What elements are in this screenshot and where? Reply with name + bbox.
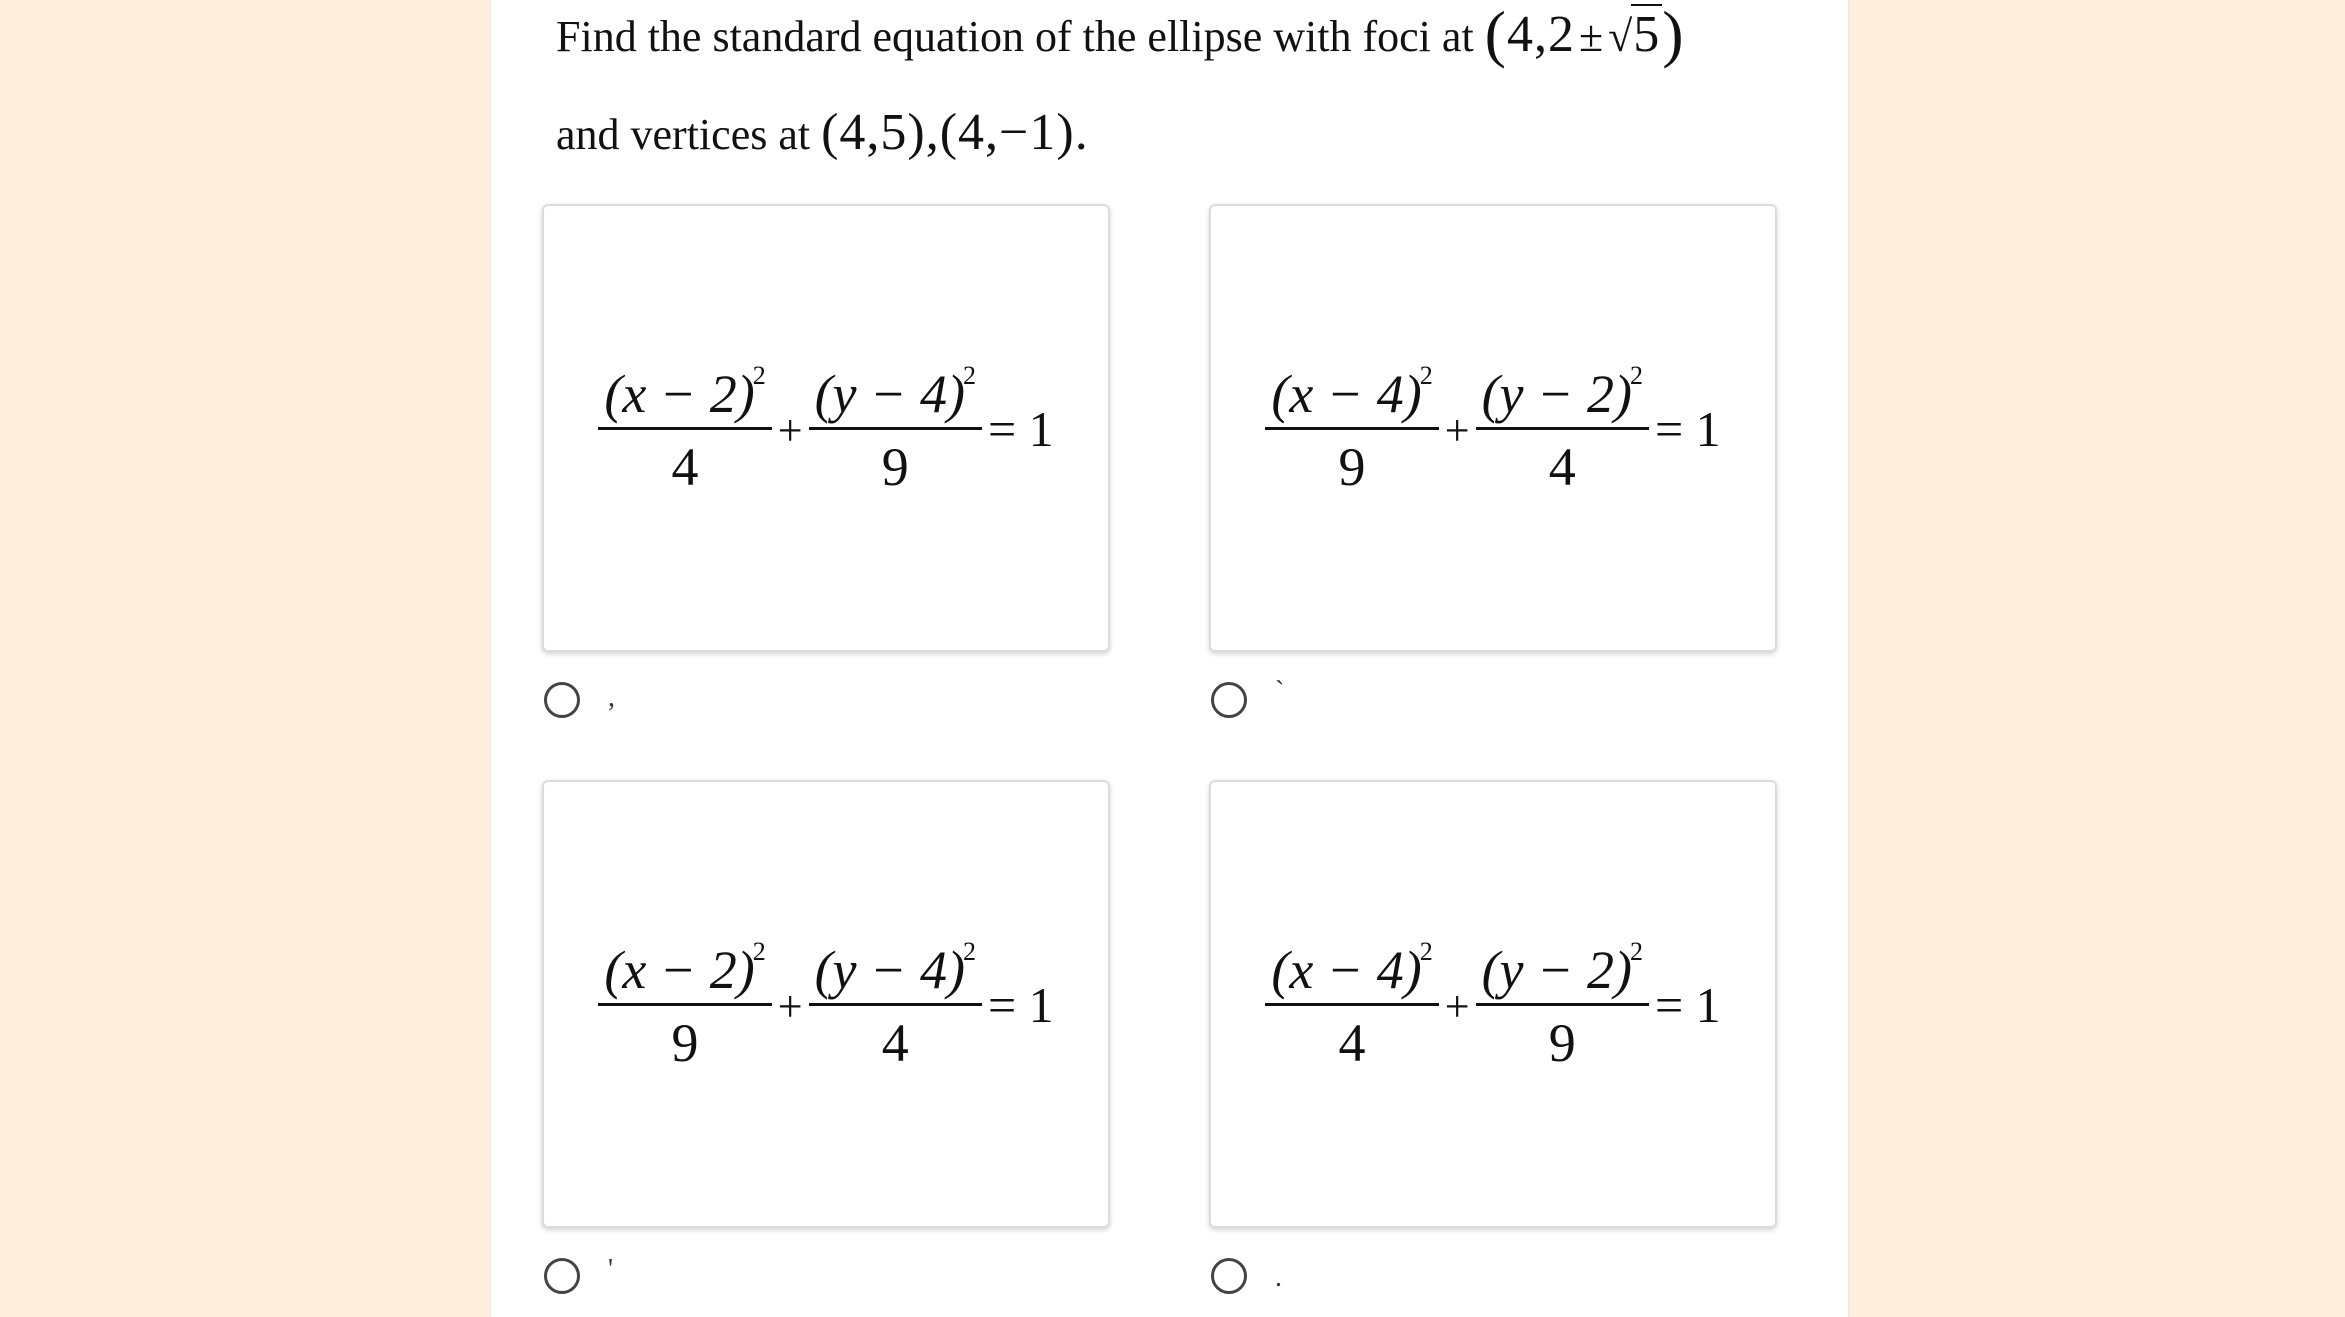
denominator: 4 (1338, 1012, 1366, 1073)
equals-one: = 1 (1654, 401, 1721, 457)
plus-sign: + (777, 982, 803, 1031)
equation-b (1265, 360, 1721, 497)
plus-sign: + (1444, 406, 1470, 455)
fraction-y-term (1476, 360, 1649, 497)
fraction-x-term (598, 936, 771, 1073)
exponent: 2 (1629, 936, 1643, 966)
option-d-radio[interactable] (1211, 1258, 1247, 1294)
foci-y-center: 2 (1547, 6, 1575, 63)
question-text (556, 0, 1816, 183)
exponent: 2 (752, 936, 766, 966)
fraction-x-term (1265, 360, 1438, 497)
option-card-b[interactable] (1209, 204, 1777, 652)
option-card-c[interactable] (542, 780, 1110, 1228)
equation-c (598, 936, 1054, 1073)
equals-one: = 1 (987, 401, 1054, 457)
foci-expression (1484, 0, 1685, 69)
option-a-mark: , (608, 682, 615, 713)
fraction-x-term (1265, 936, 1438, 1073)
question-line-1 (556, 0, 1816, 85)
exponent: 2 (962, 936, 976, 966)
option-card-d[interactable] (1209, 780, 1777, 1228)
equals-one: = 1 (1654, 977, 1721, 1033)
denominator: 9 (1338, 436, 1366, 497)
denominator: 9 (881, 436, 909, 497)
denominator: 9 (671, 1012, 699, 1073)
denominator: 4 (1548, 436, 1576, 497)
vertices-expression: (4,5),(4,−1). (821, 104, 1089, 161)
numerator: (y − 2) (1481, 939, 1632, 1000)
option-c-radio[interactable] (544, 1258, 580, 1294)
exponent: 2 (1419, 360, 1433, 390)
option-c-mark: ' (608, 1254, 614, 1285)
foci-open-paren: ( (1484, 0, 1507, 69)
numerator: (x − 4) (1271, 363, 1422, 424)
foci-x: 4, (1506, 6, 1548, 63)
denominator: 4 (671, 436, 699, 497)
equals-one: = 1 (987, 977, 1054, 1033)
fraction-x-term (598, 360, 771, 497)
foci-close-paren: ) (1662, 0, 1685, 69)
numerator: (y − 4) (814, 363, 965, 424)
question-prompt: Find the standard equation of the ellipse with foci at (556, 12, 1474, 61)
plus-sign: + (1444, 982, 1470, 1031)
numerator: (x − 2) (604, 363, 755, 424)
plus-sign: + (777, 406, 803, 455)
option-b-radio[interactable] (1211, 682, 1247, 718)
fraction-y-term (809, 360, 982, 497)
exponent: 2 (752, 360, 766, 390)
option-card-a[interactable] (542, 204, 1110, 652)
radicand: 5 (1633, 6, 1661, 63)
fraction-y-term (809, 936, 982, 1073)
exponent: 2 (1629, 360, 1643, 390)
exponent: 2 (962, 360, 976, 390)
option-d-mark: . (1275, 1262, 1282, 1293)
question-line-2 (556, 85, 1816, 183)
numerator: (y − 2) (1481, 363, 1632, 424)
option-b-mark: ` (1275, 676, 1285, 707)
numerator: (y − 4) (814, 939, 965, 1000)
radical-sign: √ (1608, 12, 1634, 61)
numerator: (x − 2) (604, 939, 755, 1000)
denominator: 9 (1548, 1012, 1576, 1073)
option-a-radio[interactable] (544, 682, 580, 718)
equation-d (1265, 936, 1721, 1073)
question-vertices-label: and vertices at (556, 110, 811, 159)
fraction-y-term (1476, 936, 1649, 1073)
equation-a (598, 360, 1054, 497)
numerator: (x − 4) (1271, 939, 1422, 1000)
plus-minus-sign: ± (1578, 12, 1605, 61)
exponent: 2 (1419, 936, 1433, 966)
denominator: 4 (881, 1012, 909, 1073)
